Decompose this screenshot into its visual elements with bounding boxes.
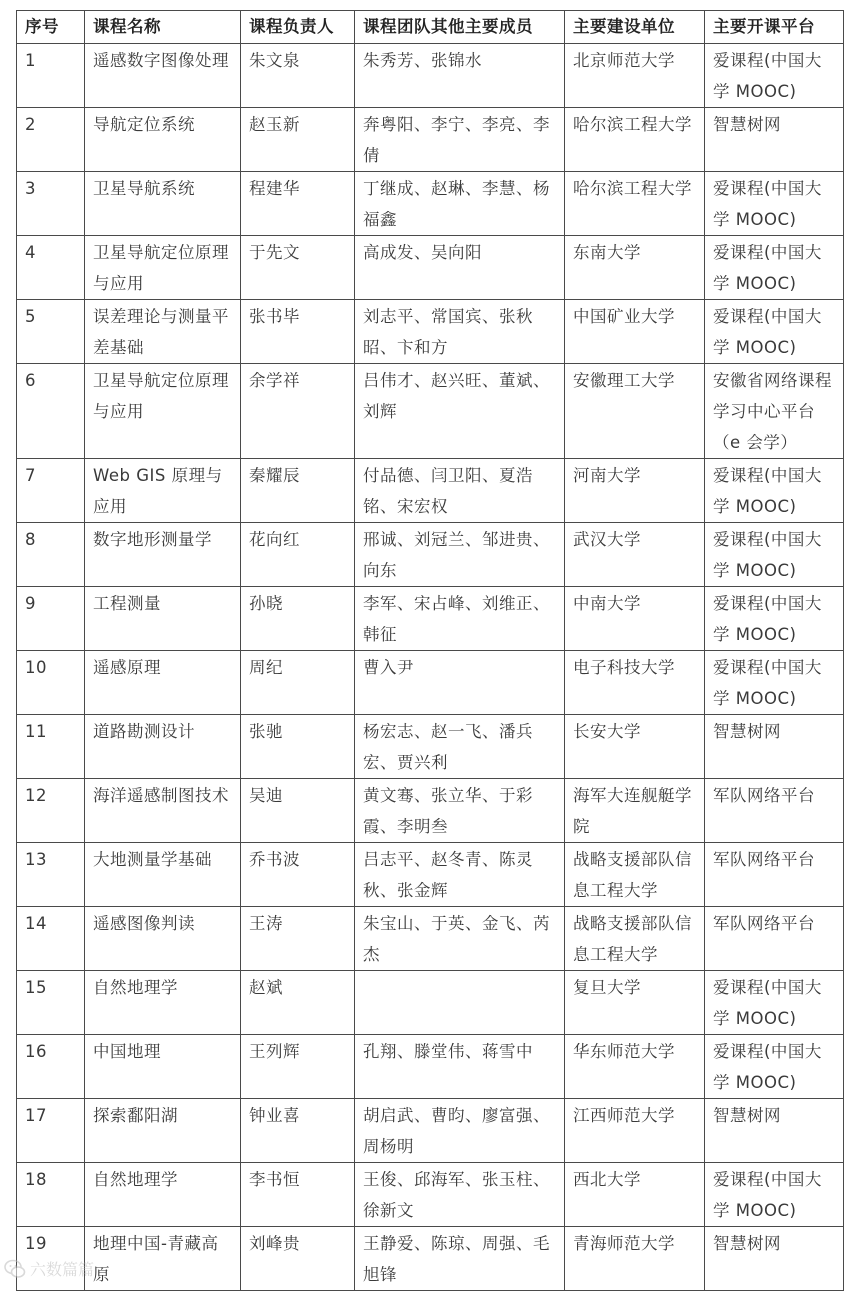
cell-no: 1 xyxy=(17,44,85,108)
cell-team-members: 吕伟才、赵兴旺、董斌、刘辉 xyxy=(355,364,565,459)
cell-team-members: 黄文骞、张立华、于彩霞、李明叁 xyxy=(355,779,565,843)
cell-platform: 爱课程(中国大学 MOOC) xyxy=(705,651,844,715)
table-row xyxy=(17,971,844,1035)
watermark xyxy=(4,1257,94,1280)
cell-course-name: 遥感原理 xyxy=(85,651,241,715)
cell-no: 4 xyxy=(17,236,85,300)
cell-course-name: 大地测量学基础 xyxy=(85,843,241,907)
cell-course-lead: 孙晓 xyxy=(241,587,355,651)
cell-unit: 安徽理工大学 xyxy=(565,364,705,459)
table-row xyxy=(17,1227,844,1291)
table-row xyxy=(17,843,844,907)
cell-no: 16 xyxy=(17,1035,85,1099)
cell-no: 18 xyxy=(17,1163,85,1227)
cell-platform: 爱课程(中国大学 MOOC) xyxy=(705,971,844,1035)
cell-course-lead: 花向红 xyxy=(241,523,355,587)
header-platform: 主要开课平台 xyxy=(705,11,844,44)
cell-team-members: 付品德、闫卫阳、夏浩铭、宋宏权 xyxy=(355,459,565,523)
cell-course-lead: 赵斌 xyxy=(241,971,355,1035)
cell-course-name: 数字地形测量学 xyxy=(85,523,241,587)
cell-no: 15 xyxy=(17,971,85,1035)
cell-platform: 军队网络平台 xyxy=(705,907,844,971)
cell-platform: 智慧树网 xyxy=(705,715,844,779)
cell-course-name: 遥感数字图像处理 xyxy=(85,44,241,108)
cell-unit: 青海师范大学 xyxy=(565,1227,705,1291)
cell-unit: 中南大学 xyxy=(565,587,705,651)
cell-course-lead: 吴迪 xyxy=(241,779,355,843)
cell-course-lead: 余学祥 xyxy=(241,364,355,459)
cell-unit: 西北大学 xyxy=(565,1163,705,1227)
cell-unit: 海军大连舰艇学院 xyxy=(565,779,705,843)
cell-course-lead: 张驰 xyxy=(241,715,355,779)
cell-no: 17 xyxy=(17,1099,85,1163)
cell-course-lead: 于先文 xyxy=(241,236,355,300)
header-unit: 主要建设单位 xyxy=(565,11,705,44)
cell-team-members: 杨宏志、赵一飞、潘兵宏、贾兴利 xyxy=(355,715,565,779)
cell-course-lead: 王列辉 xyxy=(241,1035,355,1099)
cell-platform: 爱课程(中国大学 MOOC) xyxy=(705,1035,844,1099)
cell-no: 14 xyxy=(17,907,85,971)
cell-platform: 爱课程(中国大学 MOOC) xyxy=(705,44,844,108)
cell-team-members: 孔翔、滕堂伟、蒋雪中 xyxy=(355,1035,565,1099)
table-row xyxy=(17,459,844,523)
cell-no: 6 xyxy=(17,364,85,459)
cell-platform: 爱课程(中国大学 MOOC) xyxy=(705,523,844,587)
cell-course-lead: 秦耀辰 xyxy=(241,459,355,523)
cell-course-name: 导航定位系统 xyxy=(85,108,241,172)
table-row xyxy=(17,1099,844,1163)
table-row xyxy=(17,651,844,715)
table-row xyxy=(17,44,844,108)
cell-team-members: 邢诚、刘冠兰、邹进贵、向东 xyxy=(355,523,565,587)
cell-platform: 爱课程(中国大学 MOOC) xyxy=(705,300,844,364)
cell-no: 10 xyxy=(17,651,85,715)
cell-platform: 智慧树网 xyxy=(705,1227,844,1291)
cell-unit: 电子科技大学 xyxy=(565,651,705,715)
cell-team-members: 胡启武、曹昀、廖富强、周杨明 xyxy=(355,1099,565,1163)
table-row xyxy=(17,715,844,779)
cell-course-lead: 周纪 xyxy=(241,651,355,715)
table-row xyxy=(17,907,844,971)
cell-no: 7 xyxy=(17,459,85,523)
table-row xyxy=(17,1035,844,1099)
cell-course-lead: 赵玉新 xyxy=(241,108,355,172)
cell-no: 19 xyxy=(17,1227,85,1291)
cell-team-members: 李军、宋占峰、刘维正、韩征 xyxy=(355,587,565,651)
cell-course-lead: 钟业喜 xyxy=(241,1099,355,1163)
cell-no: 9 xyxy=(17,587,85,651)
table-row xyxy=(17,523,844,587)
header-no: 序号 xyxy=(17,11,85,44)
cell-course-name: 海洋遥感制图技术 xyxy=(85,779,241,843)
cell-no: 8 xyxy=(17,523,85,587)
cell-platform: 军队网络平台 xyxy=(705,843,844,907)
cell-platform: 爱课程(中国大学 MOOC) xyxy=(705,587,844,651)
cell-course-name: 遥感图像判读 xyxy=(85,907,241,971)
cell-unit: 北京师范大学 xyxy=(565,44,705,108)
table-row xyxy=(17,108,844,172)
cell-no: 13 xyxy=(17,843,85,907)
table-row xyxy=(17,364,844,459)
cell-course-name: 卫星导航系统 xyxy=(85,172,241,236)
cell-unit: 武汉大学 xyxy=(565,523,705,587)
cell-course-name: 误差理论与测量平差基础 xyxy=(85,300,241,364)
table-row xyxy=(17,1163,844,1227)
cell-no: 12 xyxy=(17,779,85,843)
table-row xyxy=(17,300,844,364)
cell-team-members: 王静爱、陈琼、周强、毛旭锋 xyxy=(355,1227,565,1291)
cell-unit: 战略支援部队信息工程大学 xyxy=(565,907,705,971)
table-row xyxy=(17,587,844,651)
cell-unit: 华东师范大学 xyxy=(565,1035,705,1099)
cell-team-members: 朱秀芳、张锦水 xyxy=(355,44,565,108)
cell-team-members: 奔粤阳、李宁、李亮、李倩 xyxy=(355,108,565,172)
course-table xyxy=(16,10,844,1291)
cell-unit: 复旦大学 xyxy=(565,971,705,1035)
cell-no: 2 xyxy=(17,108,85,172)
cell-unit: 哈尔滨工程大学 xyxy=(565,108,705,172)
course-table-container xyxy=(16,10,843,1291)
cell-no: 3 xyxy=(17,172,85,236)
cell-unit: 东南大学 xyxy=(565,236,705,300)
cell-platform: 爱课程(中国大学 MOOC) xyxy=(705,236,844,300)
wechat-logo-icon xyxy=(4,1258,26,1280)
header-course-lead: 课程负责人 xyxy=(241,11,355,44)
cell-team-members: 吕志平、赵冬青、陈灵秋、张金辉 xyxy=(355,843,565,907)
cell-team-members: 朱宝山、于英、金飞、芮杰 xyxy=(355,907,565,971)
cell-course-name: 地理中国-青藏高原 xyxy=(85,1227,241,1291)
header-team-members: 课程团队其他主要成员 xyxy=(355,11,565,44)
cell-unit: 中国矿业大学 xyxy=(565,300,705,364)
cell-team-members: 刘志平、常国宾、张秋昭、卞和方 xyxy=(355,300,565,364)
cell-course-name: Web GIS 原理与应用 xyxy=(85,459,241,523)
table-row xyxy=(17,779,844,843)
cell-course-name: 卫星导航定位原理与应用 xyxy=(85,236,241,300)
cell-team-members: 丁继成、赵琳、李慧、杨福鑫 xyxy=(355,172,565,236)
cell-team-members xyxy=(355,971,565,1035)
cell-course-name: 探索鄱阳湖 xyxy=(85,1099,241,1163)
cell-team-members: 高成发、吴向阳 xyxy=(355,236,565,300)
cell-course-lead: 乔书波 xyxy=(241,843,355,907)
cell-course-name: 自然地理学 xyxy=(85,1163,241,1227)
header-course-name: 课程名称 xyxy=(85,11,241,44)
cell-course-lead: 朱文泉 xyxy=(241,44,355,108)
cell-course-lead: 张书毕 xyxy=(241,300,355,364)
cell-unit: 江西师范大学 xyxy=(565,1099,705,1163)
cell-course-name: 工程测量 xyxy=(85,587,241,651)
cell-platform: 爱课程(中国大学 MOOC) xyxy=(705,459,844,523)
cell-course-lead: 程建华 xyxy=(241,172,355,236)
cell-course-lead: 王涛 xyxy=(241,907,355,971)
cell-team-members: 王俊、邱海军、张玉柱、徐新文 xyxy=(355,1163,565,1227)
cell-platform: 爱课程(中国大学 MOOC) xyxy=(705,172,844,236)
table-header-row xyxy=(17,11,844,44)
cell-team-members: 曹入尹 xyxy=(355,651,565,715)
table-row xyxy=(17,236,844,300)
cell-platform: 爱课程(中国大学 MOOC) xyxy=(705,1163,844,1227)
cell-no: 5 xyxy=(17,300,85,364)
cell-course-name: 卫星导航定位原理与应用 xyxy=(85,364,241,459)
cell-course-name: 自然地理学 xyxy=(85,971,241,1035)
cell-course-name: 道路勘测设计 xyxy=(85,715,241,779)
cell-unit: 长安大学 xyxy=(565,715,705,779)
watermark-text: 六数篇篇 xyxy=(30,1260,95,1279)
cell-platform: 军队网络平台 xyxy=(705,779,844,843)
cell-platform: 智慧树网 xyxy=(705,108,844,172)
cell-unit: 哈尔滨工程大学 xyxy=(565,172,705,236)
cell-unit: 河南大学 xyxy=(565,459,705,523)
cell-course-name: 中国地理 xyxy=(85,1035,241,1099)
cell-course-lead: 刘峰贵 xyxy=(241,1227,355,1291)
cell-course-lead: 李书恒 xyxy=(241,1163,355,1227)
cell-platform: 智慧树网 xyxy=(705,1099,844,1163)
cell-unit: 战略支援部队信息工程大学 xyxy=(565,843,705,907)
table-row xyxy=(17,172,844,236)
cell-no: 11 xyxy=(17,715,85,779)
cell-platform: 安徽省网络课程学习中心平台（e 会学） xyxy=(705,364,844,459)
